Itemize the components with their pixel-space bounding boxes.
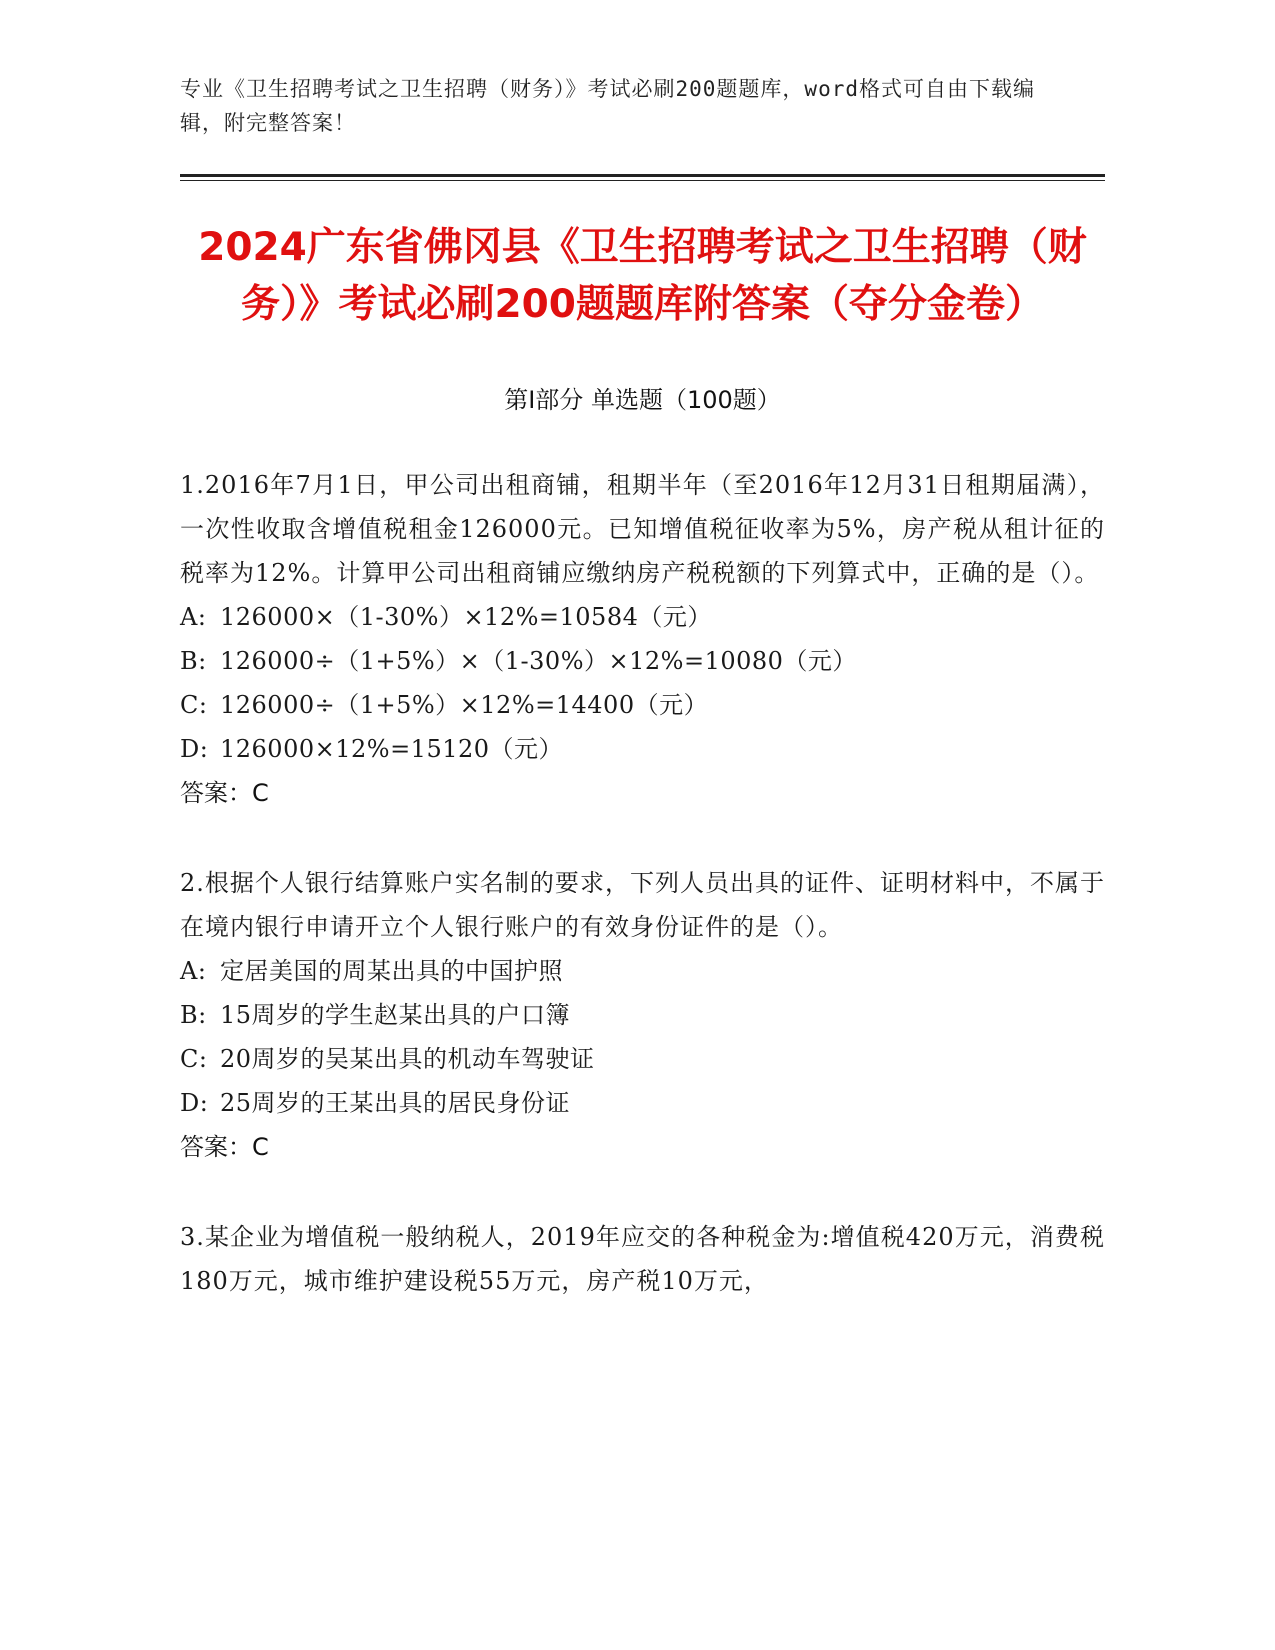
option-letter: B: [180,1001,207,1029]
option-c [180,683,1105,727]
option-text: 126000×12%=15120（元） [220,735,564,763]
question-list [180,463,1105,1303]
document-title: 2024广东省佛冈县《卫生招聘考试之卫生招聘（财务）》考试必刷200题题库附答案（夺分金卷） [198,225,1087,327]
option-c [180,1037,1105,1081]
option-letter: A: [180,603,207,631]
option-letter: B: [180,647,207,675]
option-d [180,1081,1105,1125]
option-b [180,639,1105,683]
option-text: 126000×（1-30%）×12%=10584（元） [220,603,712,631]
answer-line: 答案：C [180,1133,269,1161]
question-stem: 3.某企业为增值税一般纳税人，2019年应交的各种税金为:增值税420万元，消费税180万元，城市维护建设税55万元，房产税10万元， [180,1223,1105,1295]
option-letter: D: [180,1089,209,1117]
section-title: 第Ⅰ部分 单选题（100题） [504,386,781,414]
option-d [180,727,1105,771]
option-letter: A: [180,957,207,985]
question-stem: 2.根据个人银行结算账户实名制的要求，下列人员出具的证件、证明材料中，不属于在境内银行申请开立个人银行账户的有效身份证件的是（）。 [180,869,1105,941]
question-stem: 1.2016年7月1日，甲公司出租商铺，租期半年（至2016年12月31日租期届满），一次性收取含增值税租金126000元。已知增值税征收率为5%，房产税从租计征的税率为12%。计算甲公司出租商铺应缴纳房产税税额的下列算式中，正确的是（）。 [180,471,1105,587]
answer-line: 答案：C [180,779,269,807]
option-list [180,595,1105,771]
header-divider [180,174,1105,181]
question-3 [180,1215,1105,1303]
option-a [180,595,1105,639]
option-text: 20周岁的吴某出具的机动车驾驶证 [220,1045,595,1073]
option-text: 126000÷（1+5%）×（1-30%）×12%=10080（元） [220,647,857,675]
option-letter: C: [180,1045,208,1073]
option-text: 定居美国的周某出具的中国护照 [220,957,563,985]
intro-text: 专业《卫生招聘考试之卫生招聘（财务）》考试必刷200题题库，word格式可自由下载编辑，附完整答案！ [180,77,1035,135]
option-list [180,949,1105,1125]
document-page [180,0,1105,1650]
option-b [180,993,1105,1037]
option-letter: C: [180,691,208,719]
option-text: 126000÷（1+5%）×12%=14400（元） [220,691,709,719]
option-text: 25周岁的王某出具的居民身份证 [220,1089,571,1117]
question-1 [180,463,1105,815]
option-a [180,949,1105,993]
question-2 [180,861,1105,1169]
option-text: 15周岁的学生赵某出具的户口簿 [220,1001,571,1029]
option-letter: D: [180,735,209,763]
